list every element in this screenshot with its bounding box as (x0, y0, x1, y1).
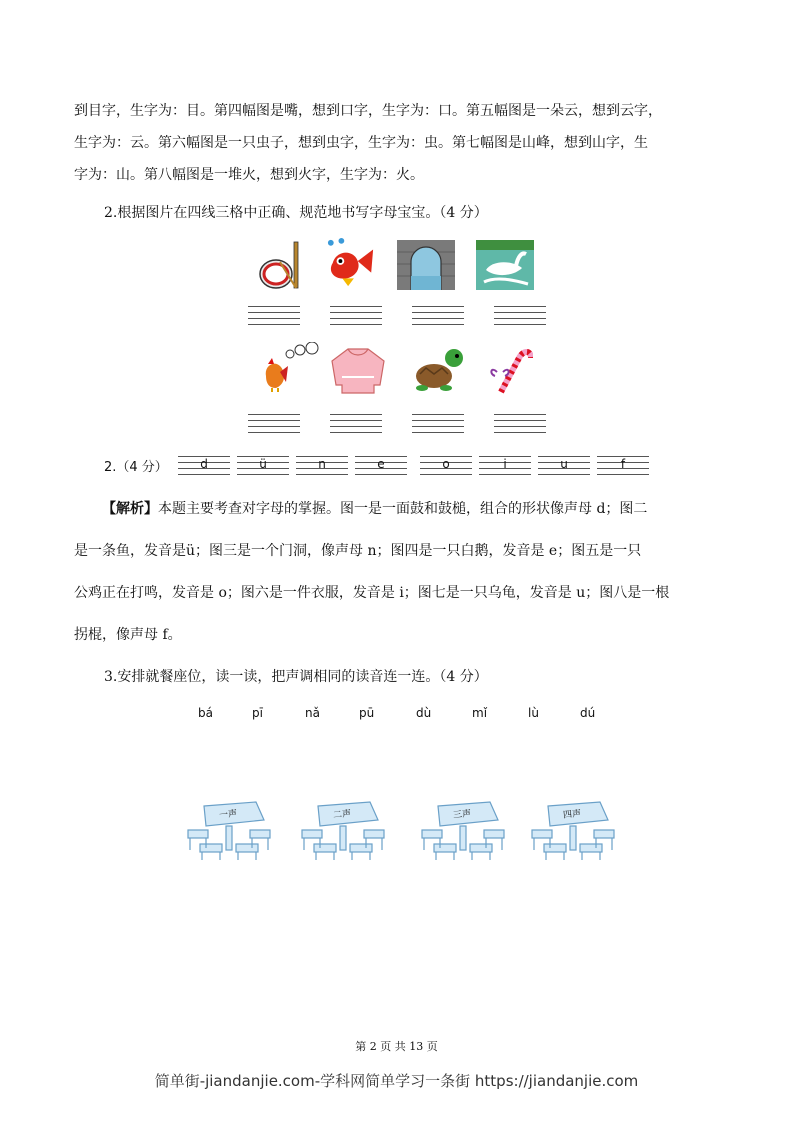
dining-table[interactable] (300, 800, 386, 862)
analysis-line: 公鸡正在打鸣，发音是 o；图六是一件衣服，发音是 i；图七是一只乌龟，发音是 u；图八是一根 (74, 585, 670, 601)
paragraph-line: 字为：山。第八幅图是一堆火，想到火字，生字为：火。 (74, 167, 424, 183)
dining-table[interactable] (186, 800, 272, 862)
pinyin-item[interactable]: mǐ (472, 706, 488, 720)
four-line-grid[interactable] (248, 412, 300, 434)
answer-letter: d (200, 457, 208, 471)
pinyin-item[interactable]: lù (528, 706, 539, 720)
table-label: 三声 (452, 809, 472, 821)
pinyin-item[interactable]: dú (580, 706, 596, 720)
analysis-line: 拐棍，像声母 f。 (74, 627, 182, 643)
turtle-icon (410, 344, 468, 394)
paragraph-line: 到目字，生字为：目。第四幅图是嘴，想到口字，生字为：口。第五幅图是一朵云，想到云字， (74, 103, 662, 119)
table-label: 一声 (218, 809, 238, 821)
four-line-grid[interactable] (248, 304, 300, 326)
four-line-grid[interactable] (412, 412, 464, 434)
answer-label: 2.（4 分） (104, 460, 168, 475)
rooster-icon (258, 342, 320, 392)
analysis-tag: 【解析】 (102, 501, 158, 517)
paragraph-line: 生字为：云。第六幅图是一只虫子，想到虫字，生字为：虫。第七幅图是山峰，想到山字，生 (74, 135, 648, 151)
four-line-grid[interactable] (330, 304, 382, 326)
cane-icon (487, 344, 533, 394)
answer-letter: u (560, 457, 568, 471)
watermark: 简单街-jiandanjie.com-学科网简单学习一条街 https://jiandanjie.com (154, 1072, 639, 1090)
analysis-line: 是一条鱼，发音是ü；图三是一个门洞，像声母 n；图四是一只白鹅，发音是 e；图五是一只 (74, 543, 642, 559)
page-number: 第 2 页 共 13 页 (355, 1040, 438, 1053)
sweater-icon (330, 346, 386, 396)
drum-icon (256, 240, 314, 290)
table-label: 四声 (562, 809, 582, 821)
pinyin-item[interactable]: bá (198, 706, 213, 720)
question-2-title: 2.根据图片在四线三格中正确、规范地书写字母宝宝。（4 分） (104, 205, 488, 221)
answer-letter: o (442, 457, 450, 471)
pinyin-item[interactable]: nǎ (305, 706, 320, 720)
pinyin-item[interactable]: pī (252, 706, 263, 720)
four-line-grid[interactable] (494, 304, 546, 326)
answer-grid (597, 456, 649, 478)
answer-letter: n (318, 457, 326, 471)
arch-door-icon (397, 240, 455, 290)
four-line-grid[interactable] (494, 412, 546, 434)
answer-grid (296, 456, 348, 478)
goose-icon (476, 240, 534, 290)
answer-grid (178, 456, 230, 478)
answer-letter: f (620, 457, 626, 471)
answer-letter: i (503, 457, 507, 471)
pinyin-item[interactable]: dù (416, 706, 432, 720)
table-label: 二声 (332, 809, 352, 821)
answer-grid (420, 456, 472, 478)
dining-table[interactable] (420, 800, 506, 862)
pinyin-item[interactable]: pū (359, 706, 375, 720)
question-3-title: 3.安排就餐座位，读一读，把声调相同的读音连一连。（4 分） (104, 669, 488, 685)
analysis-line (102, 500, 647, 519)
answer-grid (538, 456, 590, 478)
answer-letter: e (377, 457, 385, 471)
dining-table[interactable] (530, 800, 616, 862)
fish-icon (322, 238, 380, 288)
four-line-grid[interactable] (412, 304, 464, 326)
four-line-grid[interactable] (330, 412, 382, 434)
answer-grid (237, 456, 289, 478)
answer-grid (355, 456, 407, 478)
analysis-text: 本题主要考查对字母的掌握。图一是一面鼓和鼓槌，组合的形状像声母 d；图二 (158, 501, 648, 517)
answer-letter: ü (259, 457, 267, 471)
answer-grid (479, 456, 531, 478)
